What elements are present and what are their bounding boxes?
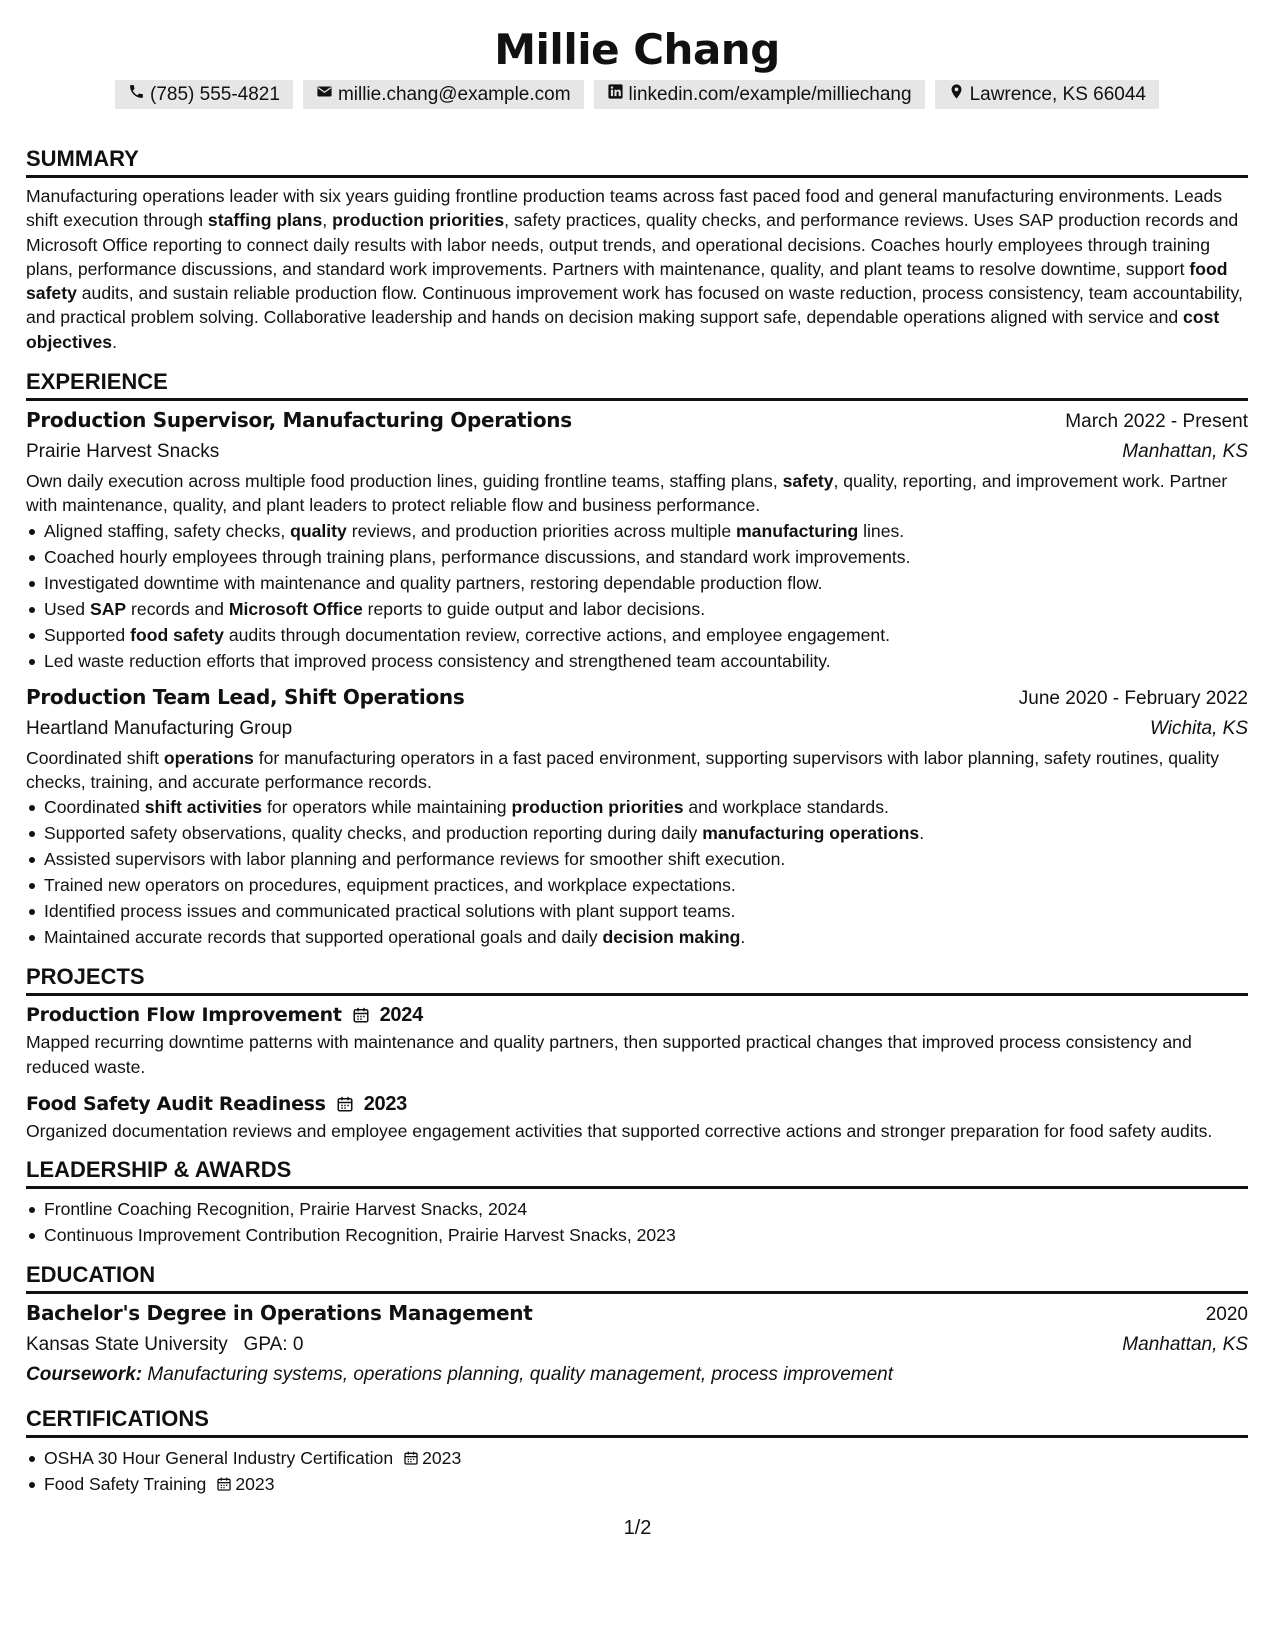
page-number: 1/2 <box>623 1517 652 1539</box>
school-name: Kansas State University <box>26 1334 228 1356</box>
section-title: SUMMARY <box>26 146 1248 178</box>
contact-phone-text: (785) 555-4821 <box>150 84 280 105</box>
calendar-icon <box>216 1476 232 1492</box>
emphasis-text: manufacturing operations <box>702 823 920 844</box>
emphasis-text: food safety <box>130 624 224 645</box>
job-title: Production Supervisor, Manufacturing Operations <box>26 408 572 433</box>
candidate-name: Millie Chang <box>494 25 780 74</box>
emphasis-text: production priorities <box>332 210 505 231</box>
emphasis-text: safety <box>782 471 834 492</box>
map-pin-icon <box>948 82 965 107</box>
project-description: Organized documentation reviews and employee engagement activities that supported corrective actions and stronger preparation for food safety audits. <box>26 1120 1213 1141</box>
contact-linkedin[interactable] <box>594 80 925 109</box>
certification-name: OSHA 30 Hour General Industry Certification <box>44 1448 394 1469</box>
emphasis-text: staffing plans <box>207 210 323 231</box>
job-company: Prairie Harvest Snacks <box>26 441 220 463</box>
linkedin-icon <box>607 82 624 107</box>
coursework-text: Manufacturing systems, operations planning, quality management, process improvement <box>147 1364 894 1386</box>
certification-item <box>26 1471 1248 1497</box>
job-dates: March 2022 - Present <box>1065 411 1248 433</box>
graduation-year: 2020 <box>1205 1304 1248 1326</box>
bullet-item: Trained new operators on procedures, equipment practices, and workplace expectations. <box>26 872 1248 898</box>
contact-location <box>935 80 1159 109</box>
award-item: Frontline Coaching Recognition, Prairie Harvest Snacks, 2024 <box>26 1196 1248 1222</box>
summary-text: Manufacturing operations leader with six years guiding frontline production teams across fast paced food and general manufacturing environments. Leads shift execution through staffing plans, production priorities, safety practices, quality checks, and performance reviews. Uses SAP production records and Microsoft Office reporting to connect daily results with labor needs, output trends, and operational decisions. Coaches hourly employees through training plans, performance discussions, and standard work improvements. Partners with maintenance, quality, and plant teams to resolve downtime, support food safety audits, and sustain reliable production flow. Continuous improvement work has focused on waste reduction, process consistency, team accountability, and practical problem solving. Collaborative leadership and hands on decision making support safe, dependable operations aligned with service and cost objectives. <box>26 186 1243 352</box>
job-title: Production Team Lead, Shift Operations <box>26 684 465 709</box>
experience-section <box>26 369 1248 950</box>
projects-section <box>26 964 1248 1143</box>
award-item: Continuous Improvement Contribution Recognition, Prairie Harvest Snacks, 2023 <box>26 1222 1248 1248</box>
job-location: Manhattan, KS <box>1122 441 1248 463</box>
emphasis-text: Microsoft Office <box>228 598 363 619</box>
emphasis-text: shift activities <box>144 797 263 818</box>
section-title: LEADERSHIP & AWARDS <box>26 1157 1248 1189</box>
bullet-item: Maintained accurate records that supported operational goals and daily decision making. <box>26 924 1248 950</box>
awards-list <box>26 1196 1248 1248</box>
job-summary: Own daily execution across multiple food production lines, guiding frontline teams, staffing plans, safety, quality, reporting, and improvement work. Partner with maintenance, quality, and plant leaders to protect reliable flow and business performance. <box>26 471 1228 516</box>
emphasis-text: quality <box>290 520 347 541</box>
calendar-icon <box>352 1006 370 1024</box>
bullet-item: Coordinated shift activities for operators while maintaining production priorities and workplace standards. <box>26 794 1248 820</box>
calendar-icon <box>403 1450 419 1466</box>
job-bullets <box>26 518 1248 674</box>
phone-icon <box>128 82 145 107</box>
certification-list <box>26 1445 1248 1497</box>
school-location: Manhattan, KS <box>1122 1334 1248 1356</box>
job-bullets <box>26 794 1248 950</box>
summary-section <box>26 146 1248 354</box>
bullet-item: Coached hourly employees through training plans, performance discussions, and standard work improvements. <box>26 544 1248 570</box>
leadership-section <box>26 1157 1248 1248</box>
certification-year: 2023 <box>422 1448 462 1469</box>
emphasis-text: operations <box>163 747 254 768</box>
emphasis-text: cost objectives <box>26 307 1220 352</box>
calendar-icon <box>336 1095 354 1113</box>
emphasis-text: production priorities <box>511 797 684 818</box>
project-name: Production Flow Improvement <box>26 1004 342 1027</box>
education-section <box>26 1262 1248 1390</box>
contact-email[interactable] <box>303 80 584 109</box>
emphasis-text: food safety <box>26 258 1228 304</box>
project-entry <box>26 1089 1248 1143</box>
certification-year: 2023 <box>235 1474 275 1495</box>
emphasis-text: manufacturing <box>736 520 859 541</box>
contact-location-text: Lawrence, KS 66044 <box>969 84 1146 105</box>
emphasis-text: decision making <box>602 927 741 948</box>
contact-email-text: millie.chang@example.com <box>337 84 571 105</box>
job-entry <box>26 682 1248 951</box>
bullet-item: Led waste reduction efforts that improved process consistency and strengthened team accountability. <box>26 648 1248 674</box>
project-name: Food Safety Audit Readiness <box>26 1092 326 1115</box>
contact-linkedin-text: linkedin.com/example/milliechang <box>628 84 912 105</box>
project-description: Mapped recurring downtime patterns with maintenance and quality partners, then supported practical changes that improved process consistency and reduced waste. <box>26 1032 1192 1077</box>
project-year: 2024 <box>379 1004 423 1027</box>
project-entry <box>26 1000 1248 1079</box>
bullet-item: Supported food safety audits through documentation review, corrective actions, and employee engagement. <box>26 622 1248 648</box>
school-line <box>26 1330 303 1360</box>
section-title: EXPERIENCE <box>26 369 1248 401</box>
project-year: 2023 <box>363 1092 407 1115</box>
job-company: Heartland Manufacturing Group <box>26 717 293 739</box>
degree: Bachelor's Degree in Operations Management <box>26 1301 533 1326</box>
coursework-label: Coursework: <box>26 1364 143 1386</box>
job-dates: June 2020 - February 2022 <box>1018 687 1248 709</box>
bullet-item: Used SAP records and Microsoft Office reports to guide output and labor decisions. <box>26 596 1248 622</box>
contact-phone <box>115 80 293 109</box>
resume-page <box>26 0 1248 1497</box>
bullet-item: Aligned staffing, safety checks, quality reviews, and production priorities across multiple manufacturing lines. <box>26 518 1248 544</box>
bullet-item: Supported safety observations, quality checks, and production reporting during daily manufacturing operations. <box>26 820 1248 846</box>
certification-item <box>26 1445 1248 1471</box>
certification-name: Food Safety Training <box>44 1474 207 1495</box>
section-title: EDUCATION <box>26 1262 1248 1294</box>
job-location: Wichita, KS <box>1149 717 1248 739</box>
job-summary: Coordinated shift operations for manufacturing operators in a fast paced environment, supporting supervisors with labor planning, safety routines, quality checks, training, and accurate performance records. <box>26 747 1220 792</box>
envelope-icon <box>316 82 333 107</box>
coursework-line <box>26 1360 1248 1390</box>
certifications-section <box>26 1406 1248 1497</box>
bullet-item: Identified process issues and communicated practical solutions with plant support teams. <box>26 898 1248 924</box>
job-entry <box>26 405 1248 674</box>
gpa: GPA: 0 <box>243 1334 304 1356</box>
bullet-item: Assisted supervisors with labor planning and performance reviews for smoother shift execution. <box>26 846 1248 872</box>
section-title: PROJECTS <box>26 964 1248 996</box>
contact-bar <box>26 80 1248 109</box>
section-title: CERTIFICATIONS <box>26 1406 1248 1438</box>
bullet-item: Investigated downtime with maintenance and quality partners, restoring dependable production flow. <box>26 570 1248 596</box>
emphasis-text: SAP <box>89 598 127 619</box>
